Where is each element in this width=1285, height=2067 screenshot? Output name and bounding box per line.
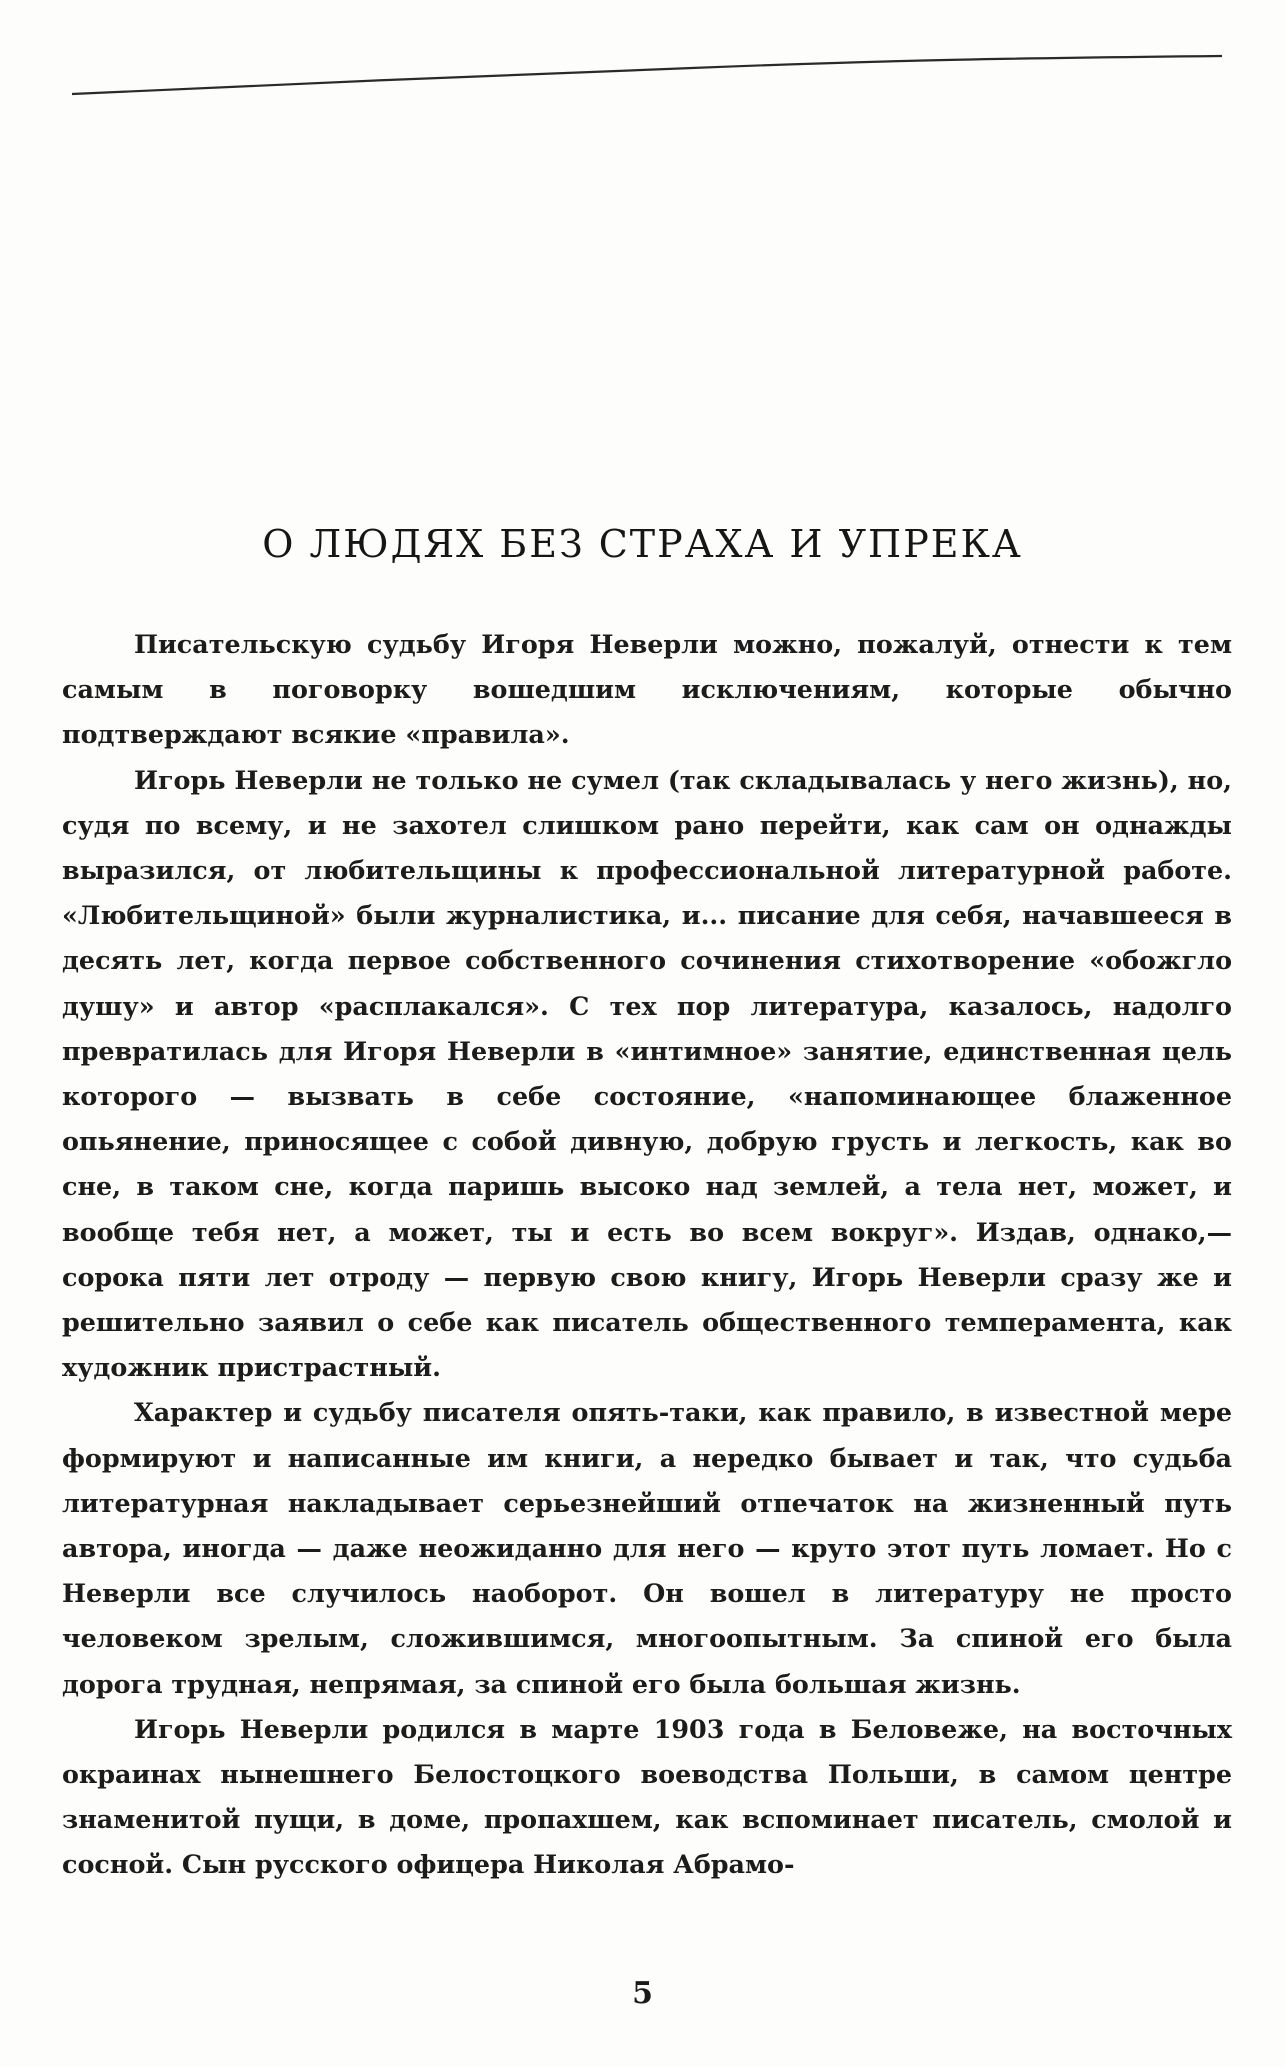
paragraph: Характер и судьбу писателя опять-таки, как правило, в известной мере формируют и написанные им книги, а нередко бывает и так, что судьба литературная накладывает серьезнейший отпечаток на жизненный путь автора, иногда — даже неожиданно для него — круто этот путь ломает. Но с Неверли все случилось наоборот. Он вошел в литературу не просто человеком зрелым, сложившимся, многоопытным. За спиной его была дорога трудная, непрямая, за спиной его была большая жизнь. (62, 1397, 1232, 1699)
chapter-title: О ЛЮДЯХ БЕЗ СТРАХА И УПРЕКА (262, 522, 1023, 566)
top-rule (72, 54, 1222, 100)
body-text (62, 622, 1232, 1888)
page-number: 5 (632, 1976, 653, 2011)
paragraph: Игорь Неверли не только не сумел (так складывалась у него жизнь), но, судя по всему, и не захотел слишком рано перейти, как сам он однажды выразился, от любительщины к профессиональной литературной работе. «Любительщиной» были журналистика, и... писание для себя, начавшееся в десять лет, когда первое собственного сочинения стихотворение «обожгло душу» и автор «расплакался». С тех пор литература, казалось, надолго превратилась для Игоря Неверли в «интимное» занятие, единственная цель которого — вызвать в себе состояние, «напоминающее блаженное опьянение, приносящее с собой дивную, добрую грусть и легкость, как во сне, в таком сне, когда паришь высоко над землей, а тела нет, может, и вообще тебя нет, а может, ты и есть во всем вокруг». Издав, однако,— сорока пяти лет отроду — первую свою книгу, Игорь Неверли сразу же и решительно заявил о себе как писатель общественного темперамента, как художник пристрастный. (62, 764, 1232, 1383)
paragraph: Игорь Неверли родился в марте 1903 года в Беловеже, на восточных окраинах нынешнего Белостоцкого воеводства Польши, в самом центре знаменитой пущи, в доме, пропахшем, как вспоминает писатель, смолой и сосной. Сын русского офицера Николая Абрамо- (62, 1713, 1232, 1880)
paragraph: Писательскую судьбу Игоря Неверли можно, пожалуй, отнести к тем самым в поговорку вошедшим исключениям, которые обычно подтверждают всякие «правила». (62, 629, 1232, 750)
